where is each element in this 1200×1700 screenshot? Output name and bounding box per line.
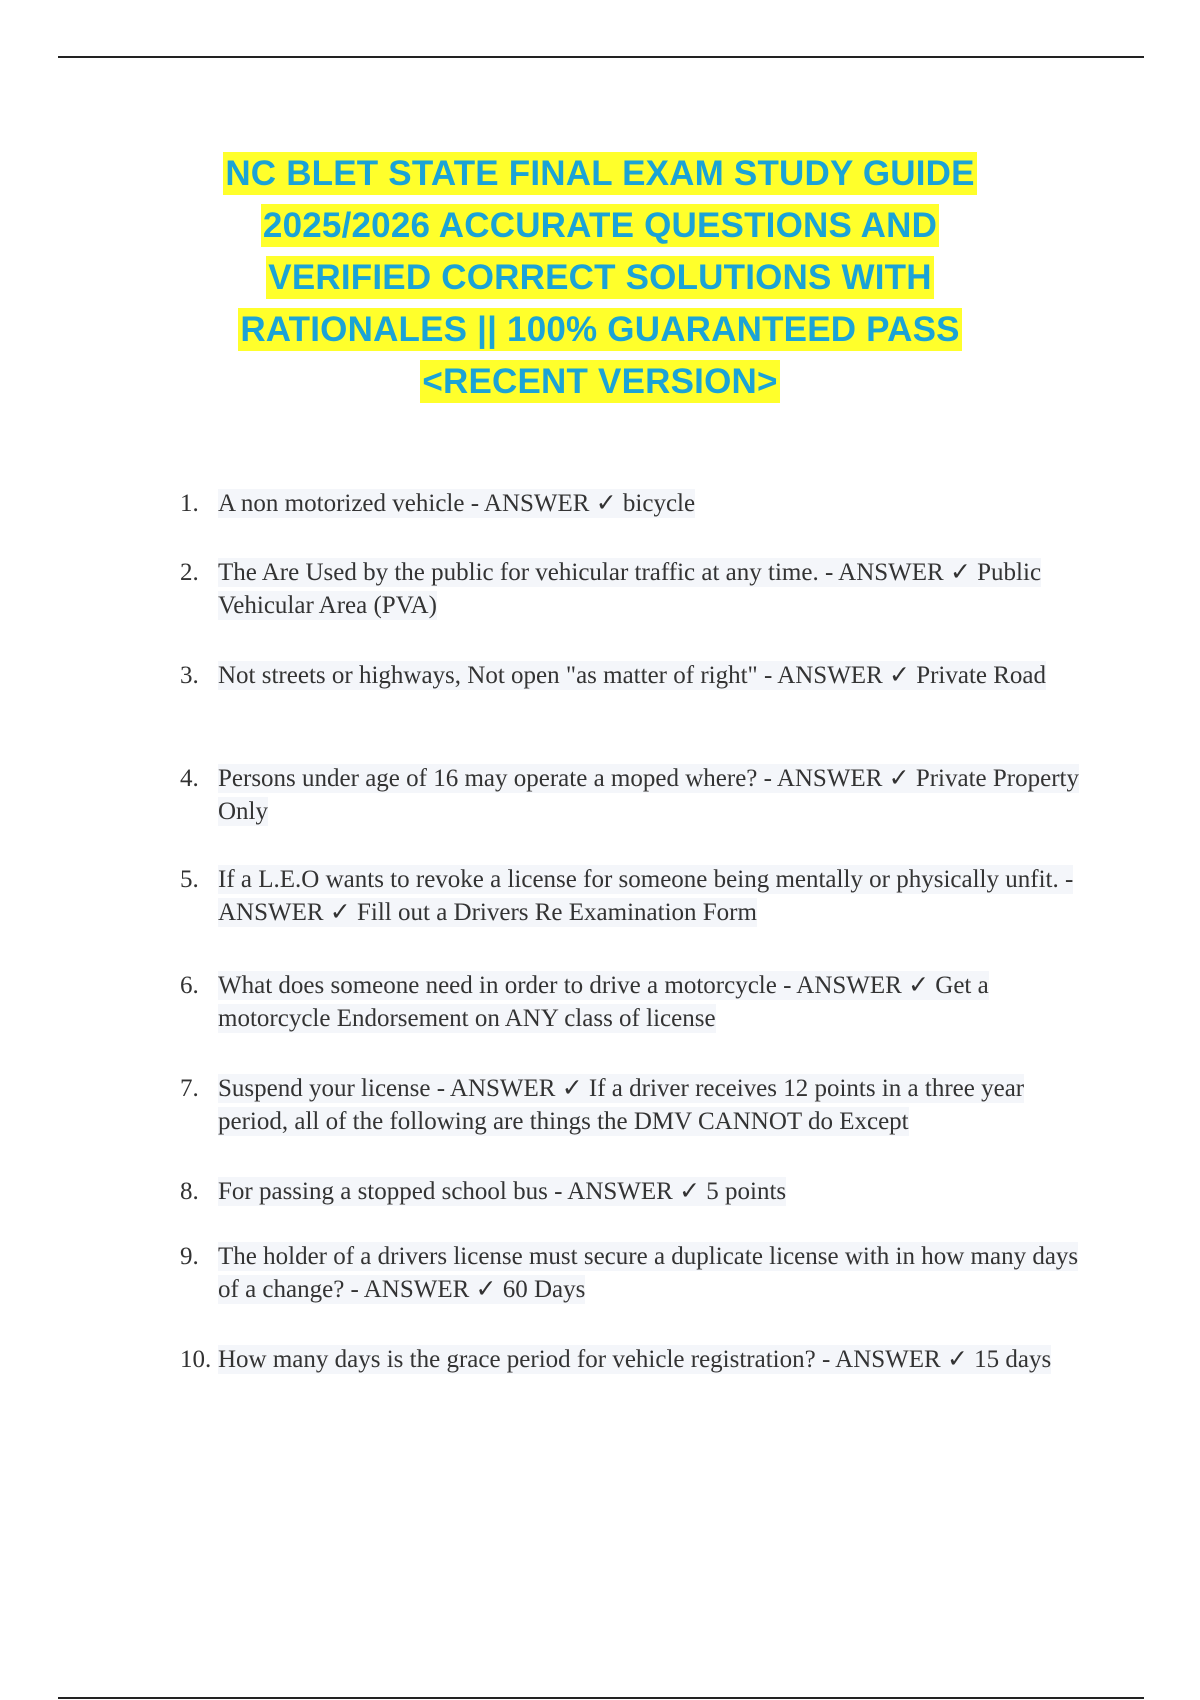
item-number: 4. <box>180 765 199 792</box>
title-line: <RECENT VERSION> <box>422 362 778 401</box>
item-text-block <box>218 1343 1098 1376</box>
item-text-block <box>218 487 1098 520</box>
item-text: Not streets or highways, Not open "as matter of right" - ANSWER ✓ Private Road <box>218 662 1047 689</box>
top-rule <box>58 56 1144 58</box>
item-text-block <box>218 659 1098 692</box>
item-text: How many days is the grace period for vehicle registration? - ANSWER ✓ 15 days <box>218 1346 1052 1373</box>
item-text-block <box>218 863 1098 929</box>
item-text-block <box>218 762 1098 828</box>
item-text: The holder of a drivers license must secure a duplicate license with in how many days of a change? - ANSWER ✓ 60 Days <box>218 1243 1079 1303</box>
title-line: VERIFIED CORRECT SOLUTIONS WITH <box>268 258 932 297</box>
title-line: RATIONALES || 100% GUARANTEED PASS <box>240 310 960 349</box>
item-text: If a L.E.O wants to revoke a license for someone being mentally or physically unfit. - ANSWER ✓ Fill out a Drivers Re Examination Form <box>218 866 1074 926</box>
item-number: 10. <box>180 1346 212 1373</box>
item-text: Persons under age of 16 may operate a moped where? - ANSWER ✓ Private Property Only <box>218 765 1079 825</box>
item-text-block <box>218 1240 1098 1306</box>
item-number: 8. <box>180 1178 199 1205</box>
item-text-block <box>218 1072 1098 1138</box>
item-text: A non motorized vehicle - ANSWER ✓ bicycle <box>218 490 696 517</box>
item-text: The Are Used by the public for vehicular traffic at any time. - ANSWER ✓ Public Vehicular Area (PVA) <box>218 559 1042 619</box>
item-number: 6. <box>180 972 199 999</box>
item-text-block <box>218 969 1098 1035</box>
document-title <box>100 148 1100 408</box>
title-line: NC BLET STATE FINAL EXAM STUDY GUIDE <box>225 154 975 193</box>
item-number: 2. <box>180 559 199 586</box>
item-text: For passing a stopped school bus - ANSWER ✓ 5 points <box>218 1178 787 1205</box>
bottom-rule <box>58 1697 1144 1699</box>
item-text: Suspend your license - ANSWER ✓ If a driver receives 12 points in a three year period, all of the following are things the DMV CANNOT do Except <box>218 1075 1025 1135</box>
item-number: 5. <box>180 866 199 893</box>
item-number: 1. <box>180 490 199 517</box>
item-text-block <box>218 1175 1098 1208</box>
title-line: 2025/2026 ACCURATE QUESTIONS AND <box>262 206 938 245</box>
item-text: What does someone need in order to drive a motorcycle - ANSWER ✓ Get a motorcycle Endorsement on ANY class of license <box>218 972 989 1032</box>
item-number: 7. <box>180 1075 199 1102</box>
item-text-block <box>218 556 1098 622</box>
item-number: 3. <box>180 662 199 689</box>
item-number: 9. <box>180 1243 199 1270</box>
